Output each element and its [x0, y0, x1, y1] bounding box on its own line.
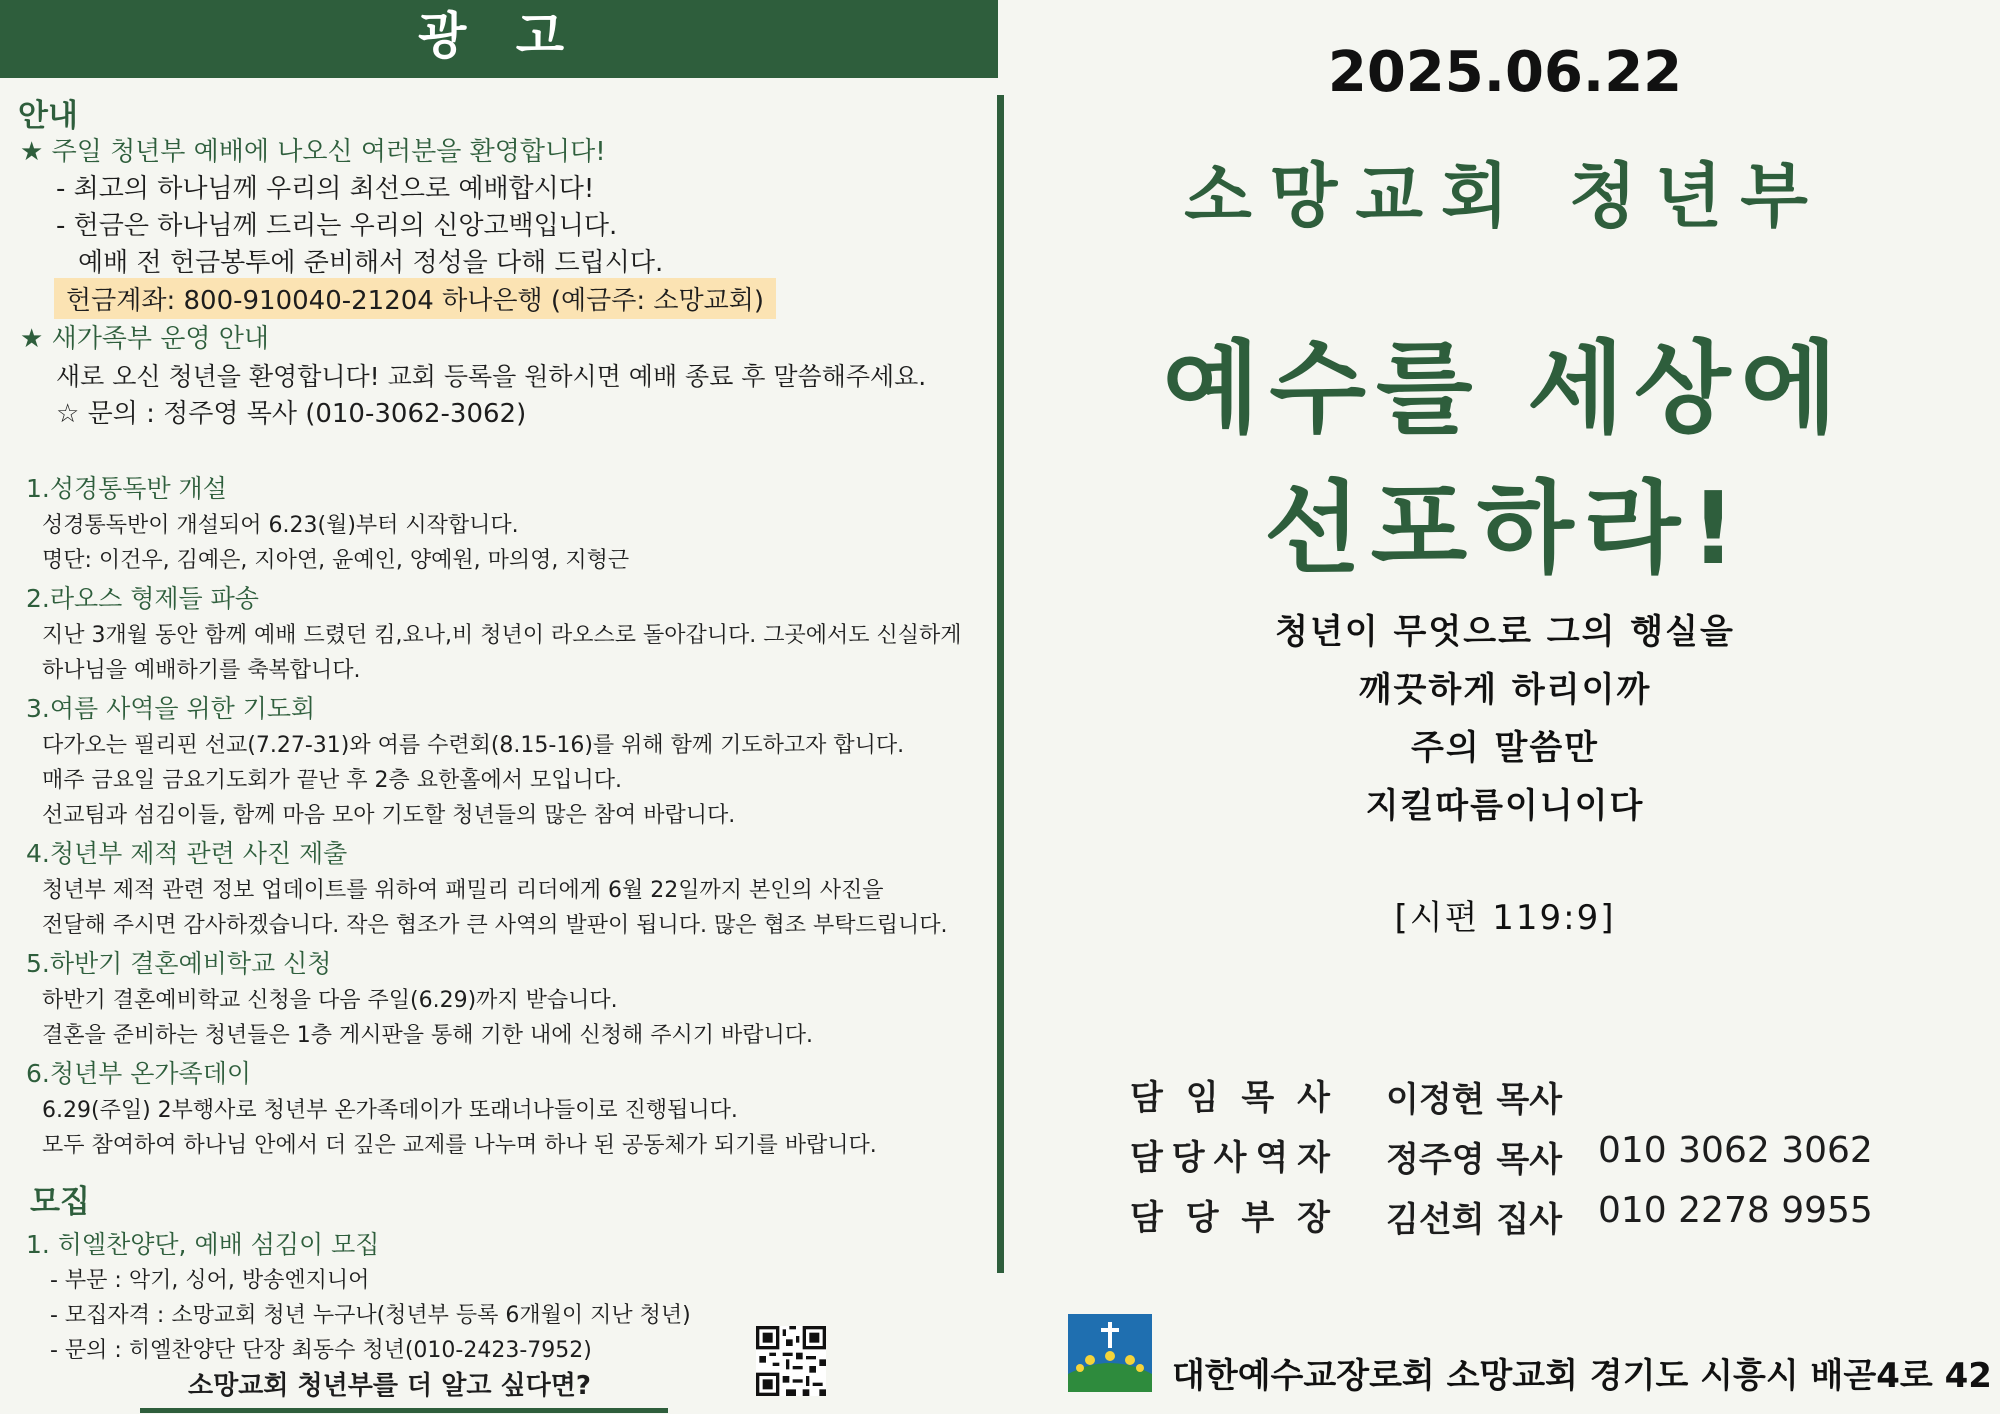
- recruit-title: 1. 히엘찬양단, 예배 섬김이 모집: [26, 1230, 380, 1259]
- item-line: 모두 참여하여 하나님 안에서 더 깊은 교제를 나누며 하나 된 공동체가 되기를 바랍니다.: [42, 1133, 877, 1158]
- item-line: 청년부 제적 관련 정보 업데이트를 위하여 패밀리 리더에게 6월 22일까지 본인의 사진을: [42, 878, 884, 903]
- staff-name: 김선희 집사: [1386, 1200, 1563, 1240]
- staff-role: 담 당 사 역 자: [1130, 1138, 1330, 1178]
- recruit-line: - 모집자격 : 소망교회 청년 누구나(청년부 등록 6개월이 지난 청년): [50, 1303, 691, 1328]
- notice-heading: 안내: [18, 98, 78, 134]
- welcome-line-1: - 최고의 하나님께 우리의 최선으로 예배합시다!: [56, 174, 595, 204]
- more-info-text: 소망교회 청년부를 더 알고 싶다면?: [188, 1371, 591, 1401]
- staff-role: 담 당 부 장: [1130, 1198, 1330, 1238]
- panel-divider: [997, 95, 1004, 1273]
- item-line: 하나님을 예배하기를 축복합니다.: [42, 658, 361, 683]
- newfamily-line-1: 새로 오신 청년을 환영합니다! 교회 등록을 원하시면 예배 종료 후 말씀해주세요.: [56, 362, 927, 391]
- staff-name: 이정현 목사: [1386, 1080, 1563, 1120]
- item-title: 3.여름 사역을 위한 기도회: [26, 694, 316, 723]
- item-title: 4.청년부 제적 관련 사진 제출: [26, 839, 348, 868]
- newfamily-line-2: ☆ 문의 : 정주영 목사 (010-3062-3062): [56, 399, 527, 429]
- offering-account: 헌금계좌: 800-910040-21204 하나은행 (예금주: 소망교회): [54, 278, 776, 319]
- church-logo: [1068, 1314, 1152, 1392]
- verse-line: 깨끗하게 하리이까: [1358, 670, 1652, 710]
- verse-line: 청년이 무엇으로 그의 행실을: [1275, 612, 1735, 652]
- item-line: 결혼을 준비하는 청년들은 1층 게시판을 통해 기한 내에 신청해 주시기 바랍니다.: [42, 1023, 813, 1048]
- item-line: 하반기 결혼예비학교 신청을 다음 주일(6.29)까지 받습니다.: [42, 988, 618, 1013]
- welcome-line-3: 예배 전 헌금봉투에 준비해서 정성을 다해 드립시다.: [78, 248, 664, 278]
- item-line: 지난 3개월 동안 함께 예배 드렸던 킴,요나,비 청년이 라오스로 돌아갑니다. 그곳에서도 신실하게: [42, 623, 962, 648]
- church-title: 소망교회 청년부: [1184, 155, 1826, 237]
- staff-role: 담 임 목 사: [1130, 1078, 1330, 1118]
- slogan-line-2: 선포하라!: [1263, 470, 1746, 587]
- qr-code-icon[interactable]: [756, 1326, 826, 1396]
- recruit-line: - 문의 : 히엘찬양단 단장 최동수 청년(010-2423-7952): [50, 1338, 592, 1363]
- recruit-heading: 모집: [30, 1184, 90, 1220]
- welcome-line: ★ 주일 청년부 예배에 나오신 여러분을 환영합니다!: [20, 137, 606, 167]
- item-title: 5.하반기 결혼예비학교 신청: [26, 949, 332, 978]
- bulletin-date: 2025.06.22: [1327, 40, 1683, 105]
- item-line: 명단: 이건우, 김예은, 지아연, 윤예인, 양예원, 마의영, 지형근: [42, 548, 630, 573]
- underline-divider: [140, 1408, 668, 1413]
- verse-reference: [시편 119:9]: [1394, 898, 1616, 938]
- staff-name: 정주영 목사: [1386, 1140, 1563, 1180]
- item-line: 매주 금요일 금요기도회가 끝난 후 2층 요한홀에서 모입니다.: [42, 768, 622, 793]
- church-address: 대한예수교장로회 소망교회 경기도 시흥시 배곧4로 42: [1172, 1356, 1992, 1396]
- ad-banner: 광 고: [0, 0, 998, 78]
- item-line: 성경통독반이 개설되어 6.23(월)부터 시작합니다.: [42, 513, 519, 538]
- verse-line: 주의 말씀만: [1410, 728, 1600, 768]
- welcome-line-2: - 헌금은 하나님께 드리는 우리의 신앙고백입니다.: [56, 211, 618, 241]
- verse-line: 지킬따름이니이다: [1365, 786, 1645, 826]
- item-title: 6.청년부 온가족데이: [26, 1059, 251, 1088]
- newfamily-heading: ★ 새가족부 운영 안내: [20, 324, 270, 354]
- item-line: 전달해 주시면 감사하겠습니다. 작은 협조가 큰 사역의 발판이 됩니다. 많은 협조 부탁드립니다.: [42, 913, 948, 938]
- item-line: 선교팀과 섬김이들, 함께 마음 모아 기도할 청년들의 많은 참여 바랍니다.: [42, 803, 736, 828]
- item-line: 6.29(주일) 2부행사로 청년부 온가족데이가 또래너나들이로 진행됩니다.: [42, 1098, 738, 1123]
- item-title: 1.성경통독반 개설: [26, 474, 227, 503]
- recruit-line: - 부문 : 악기, 싱어, 방송엔지니어: [50, 1268, 370, 1293]
- staff-phone: 010 2278 9955: [1598, 1190, 1873, 1231]
- item-line: 다가오는 필리핀 선교(7.27-31)와 여름 수련회(8.15-16)를 위해 함께 기도하고자 합니다.: [42, 733, 905, 758]
- item-title: 2.라오스 형제들 파송: [26, 584, 259, 613]
- staff-phone: 010 3062 3062: [1598, 1130, 1873, 1171]
- slogan-line-1: 예수를 세상에: [1162, 330, 1848, 447]
